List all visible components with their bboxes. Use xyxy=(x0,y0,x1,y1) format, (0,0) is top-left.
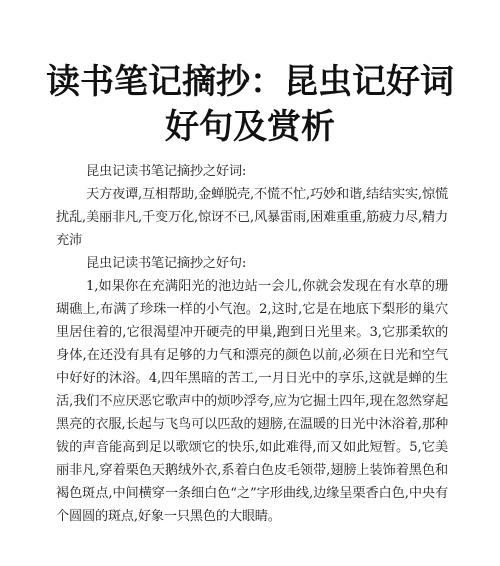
good-sentences-heading: 昆虫记读书笔记摘抄之好句: xyxy=(86,256,247,271)
document-body xyxy=(56,160,448,528)
good-words-list: 天方夜谭,互相帮助,金蝉脱壳,不慌不忙,巧妙和谐,结结实实,惊慌扰乱,美丽非凡,千变万化,惊讶不已,风暴雷雨,困难重重,筋疲力尽,精力充沛 xyxy=(56,187,448,248)
document-title-continued: 好句及赏析 xyxy=(165,107,335,147)
good-sentences-list: 1,如果你在充满阳光的池边站一会儿,你就会发现在有水草的珊瑚礁上,布满了珍珠一样的小气泡。2,这时,它是在地底下梨形的巢穴里居住着的,它很渴望冲开硬壳的甲巢,跑到日光里来。3,它那柔软的身体,在还没有具有足够的力气和漂亮的颜色以前,必须在日光和空气中好好的沐浴。4,四年黑暗的苦工,一月日光中的享乐,这就是蝉的生活,我们不应厌恶它歌声中的烦吵浮夸,应为它掘土四年,现在忽然穿起黑亮的衣服,长起与飞鸟可以匹敌的翅膀,在温暖的日光中沐浴着,那种钹的声音能高到足以歌颂它的快乐,如此难得,而又如此短暂。5,它美丽非凡,穿着栗色天鹅绒外衣,系着白色皮毛领带,翅膀上装饰着黑色和褐色斑点,中间横穿一条细白色“之”字形曲线,边缘呈栗香白色,中央有个圆圆的斑点,好象一只黑色的大眼睛。 xyxy=(56,279,448,524)
good-words-heading: 昆虫记读书笔记摘抄之好词: xyxy=(86,164,247,179)
document-title: 读书笔记摘抄：昆虫记好词 xyxy=(46,62,454,102)
